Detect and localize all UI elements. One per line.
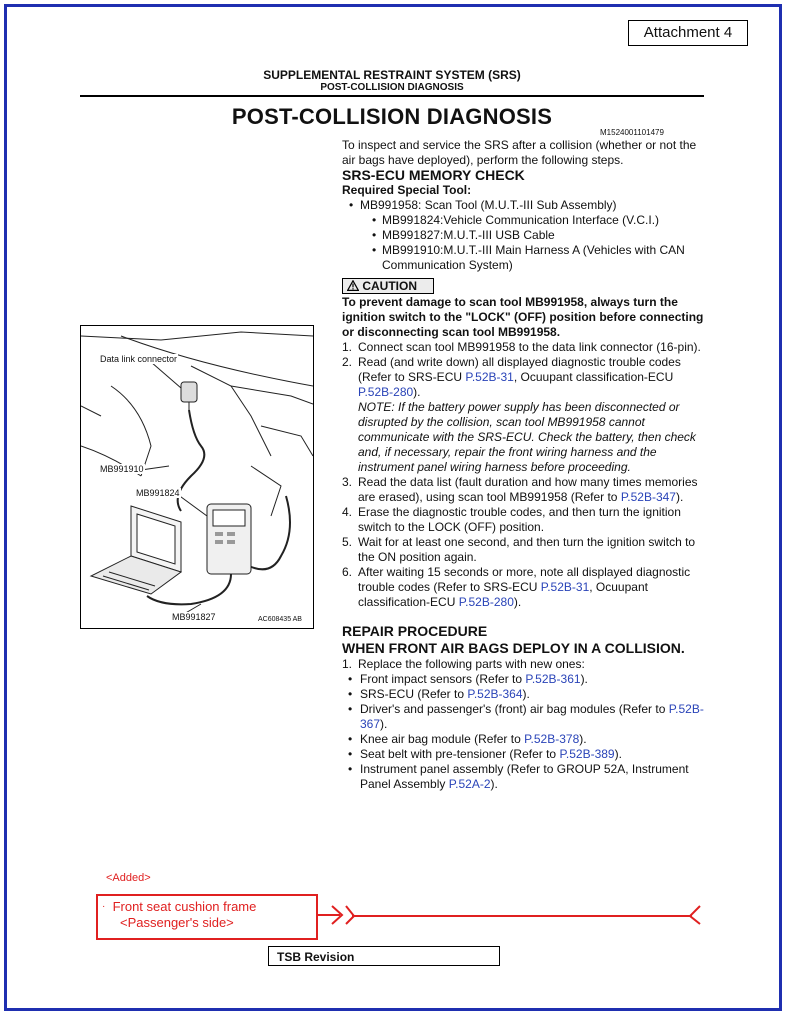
tsb-revision-box: TSB Revision bbox=[268, 946, 500, 966]
step-4: 4. Erase the diagnostic trouble codes, and then turn the ignition switch to the LOCK (OFF) position. bbox=[342, 505, 681, 534]
ref-link[interactable]: P.52A-2 bbox=[448, 777, 491, 791]
step-2: 2. Read (and write down) all displayed diagnostic trouble codes (Refer to SRS-ECU P.52B-31, Ocuupant classification-ECU P.52B-280). bbox=[342, 355, 681, 399]
label-mb991824: MB991824 bbox=[136, 488, 180, 498]
part-item: • Knee air bag module (Refer to P.52B-378). bbox=[342, 732, 706, 747]
label-mb991827: MB991827 bbox=[172, 612, 216, 622]
part-item: • SRS-ECU (Refer to P.52B-364). bbox=[342, 687, 706, 702]
ref-link[interactable]: P.52B-389 bbox=[559, 747, 615, 761]
ref-link[interactable]: P.52B-364 bbox=[467, 687, 523, 701]
caution-text: To prevent damage to scan tool MB991958, always turn the ignition switch to the "LOCK" (OFF) position before connecting or disconnecting scan tool MB991958. bbox=[342, 295, 704, 339]
label-data-link-connector: Data link connector bbox=[100, 354, 178, 364]
figure-code: AC608435 AB bbox=[258, 616, 302, 623]
ref-link[interactable]: P.52B-347 bbox=[620, 490, 676, 504]
step-5: 5. Wait for at least one second, and then turn the ignition switch to the ON position again. bbox=[342, 535, 696, 564]
part-item: • Driver's and passenger's (front) air bag modules (Refer to P.52B-367). bbox=[342, 702, 706, 732]
intro-text: To inspect and service the SRS after a collision (whether or not the air bags have deployed), perform the following steps. bbox=[342, 138, 697, 167]
header-rule bbox=[80, 95, 704, 97]
document-id: M1524001101479 bbox=[600, 128, 664, 137]
repair-step-1: 1. Replace the following parts with new ones: bbox=[342, 657, 585, 671]
connection-diagram bbox=[81, 326, 313, 628]
caution-label: CAUTION bbox=[362, 279, 418, 293]
label-mb991910: MB991910 bbox=[100, 464, 144, 474]
repair-subheading: WHEN FRONT AIR BAGS DEPLOY IN A COLLISION. bbox=[342, 640, 685, 656]
added-note: <Added> bbox=[106, 872, 151, 884]
section-header: SUPPLEMENTAL RESTRAINT SYSTEM (SRS) bbox=[263, 68, 521, 82]
tool-heading: Required Special Tool: bbox=[342, 183, 472, 197]
tool-sub-item: • MB991910:M.U.T.-III Main Harness A (Vehicles with CAN Communication System) bbox=[342, 243, 706, 273]
tool-main: • MB991958: Scan Tool (M.U.T.-III Sub Assembly) bbox=[342, 198, 706, 213]
ref-link[interactable]: P.52B-367 bbox=[360, 702, 704, 731]
page-title: POST-COLLISION DIAGNOSIS bbox=[231, 104, 553, 129]
warning-triangle-icon bbox=[347, 280, 359, 291]
step-3: 3. Read the data list (fault duration and how many times memories are erased), using scan tool MB991958 (Refer to P.52B-347). bbox=[342, 475, 698, 504]
tool-sub-item: • MB991827:M.U.T.-III USB Cable bbox=[342, 228, 706, 243]
note-text: NOTE: If the battery power supply has been disconnected or disrupted by the collision, scan tool MB991958 cannot communicate with the SRS-ECU. Check the battery, then check and, if necessary, repair the front wiring harness and the instrument panel wiring harness before proceeding. bbox=[358, 400, 696, 474]
step-6: 6. After waiting 15 seconds or more, note all displayed diagnostic trouble codes (Refer to SRS-ECU P.52B-31, Ocuupant classification-ECU P.52B-280). bbox=[342, 565, 691, 609]
added-part-box bbox=[96, 894, 318, 940]
caution-badge bbox=[342, 278, 434, 294]
ref-link[interactable]: P.52B-361 bbox=[525, 672, 581, 686]
tool-sub-item: • MB991824:Vehicle Communication Interface (V.C.I.) bbox=[342, 213, 706, 228]
ref-link[interactable]: P.52B-31 bbox=[540, 580, 590, 594]
main-column bbox=[342, 138, 706, 792]
added-part-line1: · Front seat cushion frame bbox=[102, 899, 257, 914]
memory-check-heading: SRS-ECU MEMORY CHECK bbox=[342, 167, 525, 183]
repair-heading: REPAIR PROCEDURE bbox=[342, 623, 488, 639]
part-item: • Front impact sensors (Refer to P.52B-361). bbox=[342, 672, 706, 687]
added-part-line2: <Passenger's side> bbox=[120, 915, 234, 930]
ref-link[interactable]: P.52B-378 bbox=[524, 732, 580, 746]
section-subheader: POST-COLLISION DIAGNOSIS bbox=[320, 82, 464, 93]
ref-link[interactable]: P.52B-280 bbox=[358, 385, 414, 399]
part-item: • Instrument panel assembly (Refer to GROUP 52A, Instrument Panel Assembly P.52A-2). bbox=[342, 762, 706, 792]
ref-link[interactable]: P.52B-280 bbox=[458, 595, 514, 609]
attachment-label: Attachment 4 bbox=[628, 20, 748, 46]
scan-tool-connection-figure bbox=[80, 325, 314, 629]
step-1: 1. Connect scan tool MB991958 to the data link connector (16-pin). bbox=[342, 340, 701, 354]
part-item: • Seat belt with pre-tensioner (Refer to P.52B-389). bbox=[342, 747, 706, 762]
ref-link[interactable]: P.52B-31 bbox=[465, 370, 514, 384]
